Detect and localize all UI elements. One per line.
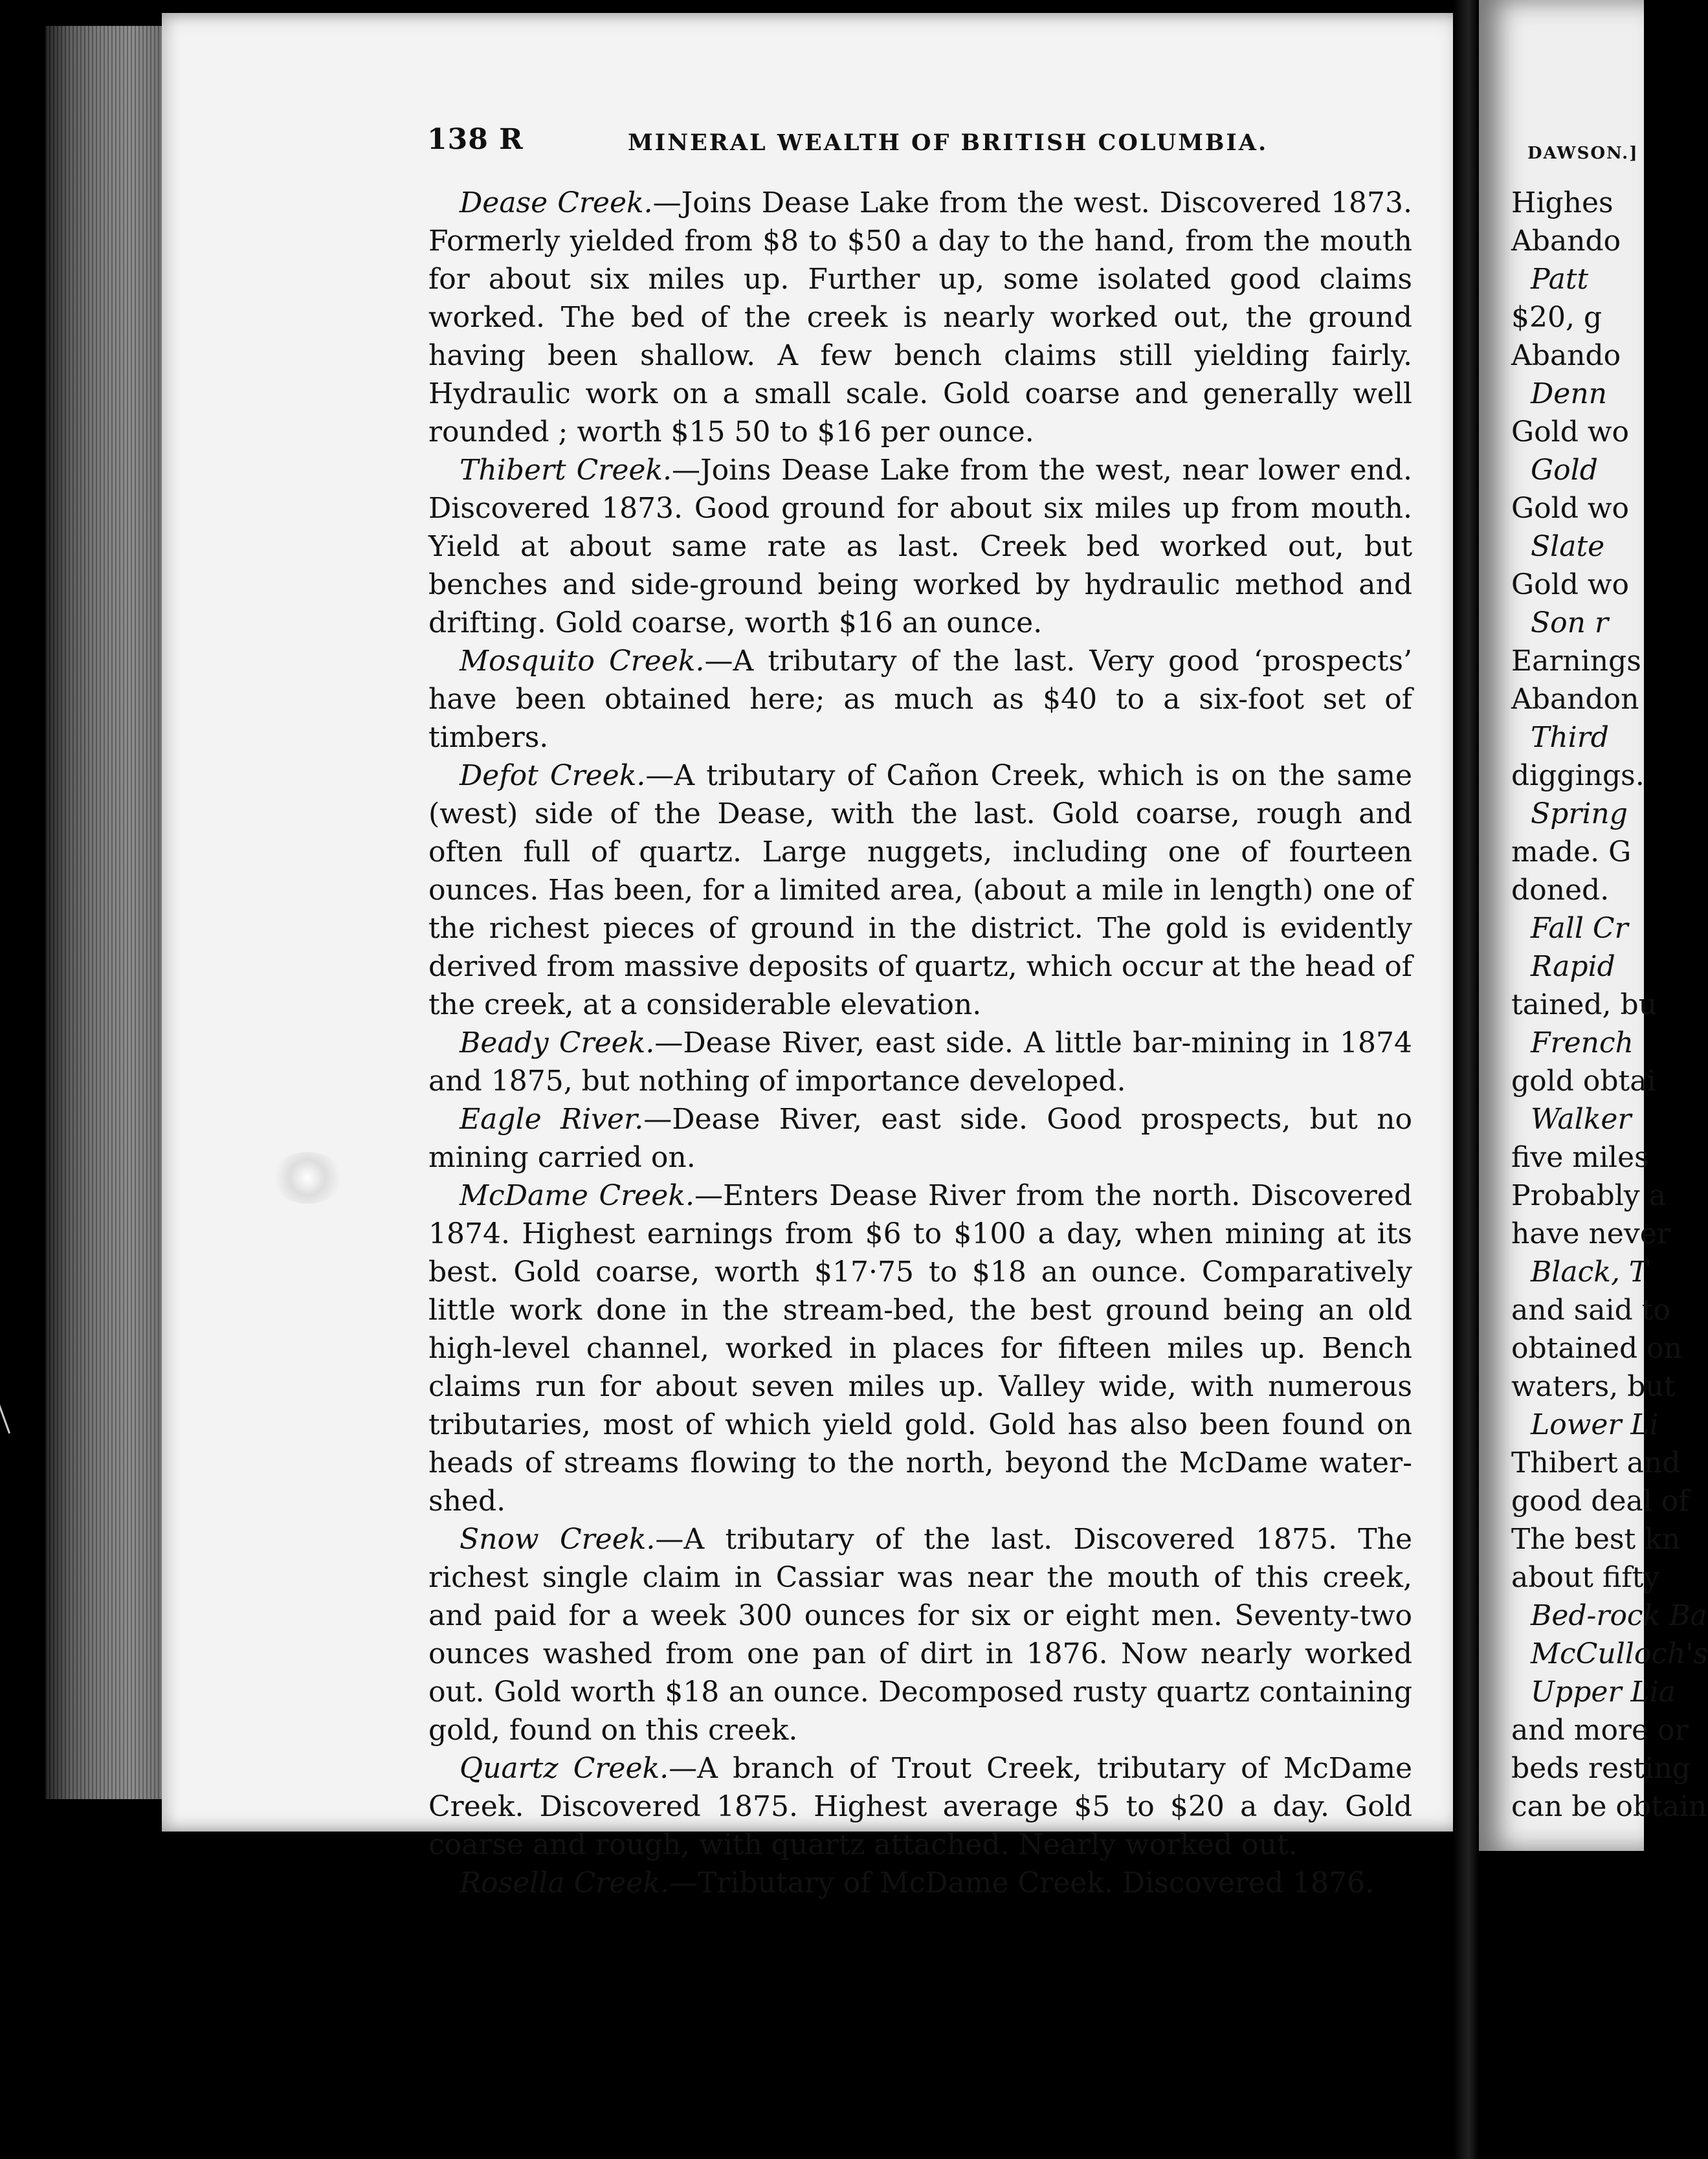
right-page-line: Denn xyxy=(1531,377,1607,410)
right-page-line: Gold xyxy=(1531,454,1598,487)
right-page-line: Probably a xyxy=(1511,1179,1666,1212)
right-page-line: The best kn xyxy=(1511,1523,1681,1556)
right-page-line: Third xyxy=(1531,721,1609,754)
book-fore-edge xyxy=(45,26,168,1799)
right-page-line: can be obtain xyxy=(1511,1790,1707,1823)
creek-name: Rosella Creek. xyxy=(460,1866,670,1899)
paragraph-text: —Dease River, east side. A little bar-mining in 1874 and 1875, but nothing of importance developed. xyxy=(428,1026,1412,1098)
right-page-line: diggings. xyxy=(1511,759,1645,792)
right-page-line: have never xyxy=(1511,1217,1670,1250)
book-gutter xyxy=(1453,0,1479,2159)
paragraph xyxy=(428,642,1412,757)
right-page-line: and said to xyxy=(1511,1294,1670,1327)
right-page-line: Lower Li xyxy=(1531,1408,1659,1441)
right-page-line: Son r xyxy=(1531,606,1608,639)
paragraph-text: —Joins Dease Lake from the west. Discovered 1873. Formerly yielded from $8 to $50 a day to the hand, from the mouth for about six miles up. Further up, some isolated good claims worked. The bed of the creek is nearly worked out, the ground having been shallow. A few bench claims still yielding fairly. Hydraulic work on a small scale. Gold coarse and generally well rounded ; worth $15 50 to $16 per ounce. xyxy=(428,186,1412,448)
paragraph-text: —A branch of Trout Creek, tributary of McDame Creek. Discovered 1875. Highest average $5 to $20 a day. Gold coarse and rough, with quartz attached. Nearly worked out. xyxy=(428,1752,1413,1861)
paragraph xyxy=(428,1024,1412,1100)
right-page-line: Highes xyxy=(1511,186,1614,219)
paragraph xyxy=(428,1520,1412,1749)
right-page-line: good deal of xyxy=(1511,1485,1689,1518)
paragraph-text: —Dease River, east side. Good prospects, but no mining carried on. xyxy=(428,1103,1412,1174)
right-page-line: Black, T xyxy=(1531,1256,1648,1289)
paragraph xyxy=(428,451,1412,642)
paragraph xyxy=(428,757,1412,1024)
right-page-line: Slate xyxy=(1531,530,1605,563)
paragraph-text: —Enters Dease River from the north. Discovered 1874. Highest earnings from $6 to $100 a day, when mining at its best. Gold coarse, worth $17·75 to $18 an ounce. Comparatively little work done in the stream-bed, the best ground being an old high-level channel, worked in places for fifteen miles up. Bench claims run for about seven miles up. Valley wide, with numerous tributaries, most of which yield gold. Gold has also been found on heads of streams flowing to the north, beyond the McDame water-shed. xyxy=(428,1179,1412,1518)
paragraph-text: —A tributary of the last. Discovered 1875. The richest single claim in Cassiar was near the mouth of this creek, and paid for a week 300 ounces for six or eight men. Seventy-two ounces washed from one pan of dirt in 1876. Now nearly worked out. Gold worth $18 an ounce. Decomposed rusty quartz containing gold, found on this creek. xyxy=(428,1523,1413,1747)
paragraph-text: —A tributary of the last. Very good ‘prospects’ have been obtained here; as much as $40 to a six-foot set of timbers. xyxy=(428,645,1412,754)
right-page-line: McCulloch's xyxy=(1531,1637,1708,1670)
right-page-line: about fifty xyxy=(1511,1561,1660,1594)
right-page-line: and more or xyxy=(1511,1714,1689,1747)
page-number: 138 R xyxy=(427,123,524,156)
creek-name: Thibert Creek. xyxy=(460,454,672,487)
paragraph xyxy=(428,1749,1412,1864)
creek-name: Quartz Creek. xyxy=(460,1752,669,1785)
creek-name: Mosquito Creek. xyxy=(460,645,705,678)
right-page-line: $20, g xyxy=(1511,301,1603,334)
right-page-line: tained, bu xyxy=(1511,988,1658,1021)
right-page-line: Gold wo xyxy=(1511,415,1630,448)
right-page-line: beds resting xyxy=(1511,1752,1691,1785)
right-page-line: Earnings xyxy=(1511,645,1641,678)
right-page-line: Gold wo xyxy=(1511,568,1630,601)
right-page-line: Spring xyxy=(1531,797,1628,830)
paragraph xyxy=(428,1864,1412,1902)
right-page-line: Patt xyxy=(1531,263,1589,296)
right-page-line: Abandon xyxy=(1511,683,1639,716)
paragraph xyxy=(428,1100,1412,1177)
right-page-line: Abando xyxy=(1511,225,1621,258)
right-page-line: Walker xyxy=(1531,1103,1632,1136)
creek-name: Defot Creek. xyxy=(460,759,646,792)
paragraph-text: —Tributary of McDame Creek. Discovered 1876. xyxy=(669,1866,1375,1899)
right-page-line: Thibert and xyxy=(1511,1446,1681,1479)
right-page-line: five miles xyxy=(1511,1141,1649,1174)
body-text xyxy=(428,184,1412,1902)
paragraph-text: —Joins Dease Lake from the west, near lower end. Discovered 1873. Good ground for about six miles up from mouth. Yield at about same rate as last. Creek bed worked out, but benches and side-ground being worked by hydraulic method and drifting. Gold coarse, worth $16 an ounce. xyxy=(428,454,1412,639)
paragraph xyxy=(428,1177,1412,1520)
right-page-line: Gold wo xyxy=(1511,492,1630,525)
right-page-line: waters, but xyxy=(1511,1370,1676,1403)
margin-mark xyxy=(0,1382,35,1434)
right-page-line: Fall Cr xyxy=(1531,912,1628,945)
right-page-line: gold obtai xyxy=(1511,1065,1656,1098)
paragraph-text: —A tributary of Cañon Creek, which is on the same (west) side of the Dease, with the last. Gold coarse, rough and often full of quartz. Large nuggets, including one of fourteen ounces. Has been, for a limited area, (about a mile in length) one of the richest pieces of ground in the district. The gold is evidently derived from massive deposits of quartz, which occur at the head of the creek, at a considerable elevation. xyxy=(428,759,1413,1021)
right-page-line: Bed-rock Ba xyxy=(1531,1599,1707,1632)
right-page-line: made. G xyxy=(1511,836,1632,869)
right-page-line: doned. xyxy=(1511,874,1610,907)
running-head-title: MINERAL WEALTH OF BRITISH COLUMBIA. xyxy=(628,129,1269,156)
paper-smudge xyxy=(272,1152,343,1204)
right-page-line: Upper Lia xyxy=(1531,1676,1676,1709)
creek-name: Beady Creek. xyxy=(460,1026,655,1059)
right-page-line: Rapid xyxy=(1531,950,1615,983)
creek-name: McDame Creek. xyxy=(460,1179,694,1212)
right-page-text xyxy=(1511,184,1708,1826)
right-running-head: DAWSON.] xyxy=(1527,144,1639,163)
creek-name: Snow Creek. xyxy=(460,1523,656,1556)
creek-name: Dease Creek. xyxy=(460,186,653,219)
right-page-line: French xyxy=(1531,1026,1634,1059)
right-page-line: Abando xyxy=(1511,339,1621,372)
right-page-line: obtained on xyxy=(1511,1332,1682,1365)
paragraph xyxy=(428,184,1412,451)
creek-name: Eagle River. xyxy=(460,1103,644,1136)
